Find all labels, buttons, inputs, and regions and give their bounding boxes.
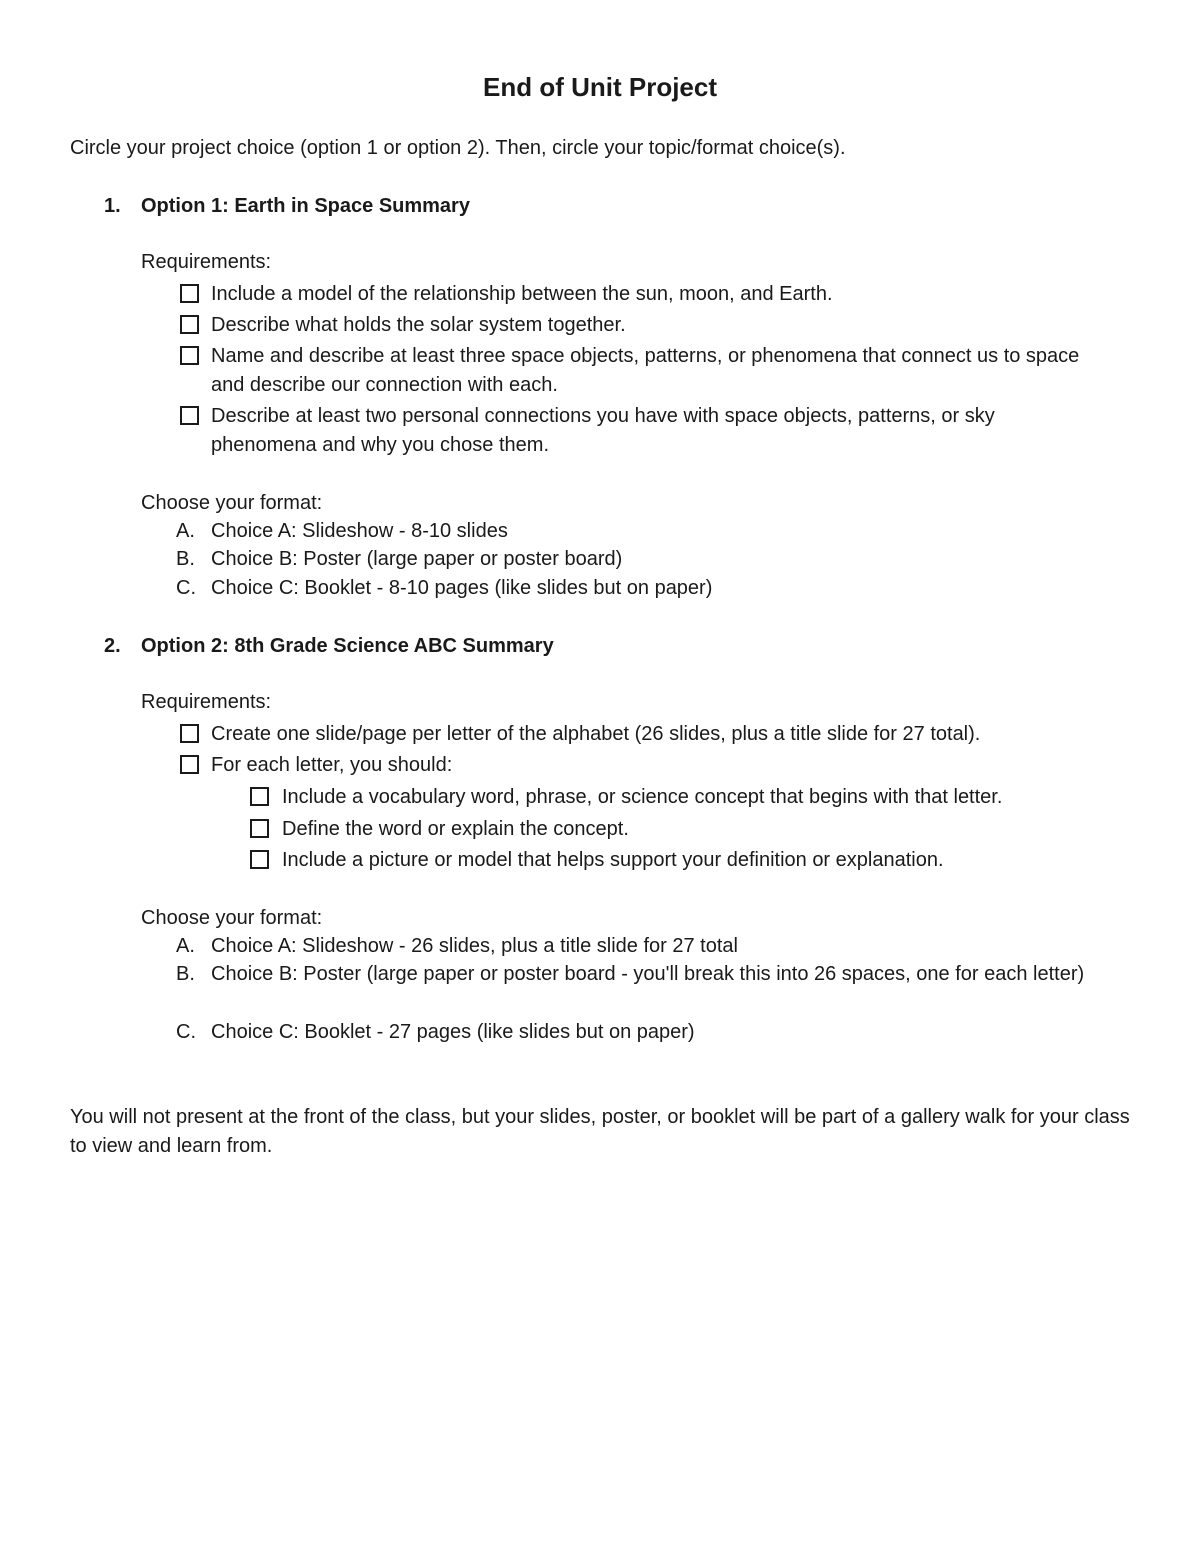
intro-text: Circle your project choice (option 1 or option 2). Then, circle your topic/format choice(s). bbox=[70, 137, 846, 159]
checkbox-icon[interactable] bbox=[180, 755, 199, 774]
format-choice: Choice B: Poster (large paper or poster board) bbox=[211, 548, 623, 570]
checkbox-icon[interactable] bbox=[180, 406, 199, 425]
option2-heading: Option 2: 8th Grade Science ABC Summary bbox=[141, 635, 554, 657]
option2-requirement: For each letter, you should: bbox=[211, 754, 453, 776]
option2-sub-requirement: Include a picture or model that helps support your definition or explanation. bbox=[282, 849, 944, 871]
format-choice: Choice A: Slideshow - 8-10 slides bbox=[211, 520, 508, 542]
checkbox-icon[interactable] bbox=[180, 284, 199, 303]
format-choice: Choice A: Slideshow - 26 slides, plus a title slide for 27 total bbox=[211, 935, 738, 957]
option2-requirements-label: Requirements: bbox=[141, 691, 272, 713]
option1-format-label: Choose your format: bbox=[141, 492, 323, 514]
format-choice: Choice C: Booklet - 27 pages (like slides but on paper) bbox=[211, 1021, 695, 1043]
checkbox-icon[interactable] bbox=[250, 787, 269, 806]
format-letter: C. bbox=[176, 577, 196, 599]
page-title: End of Unit Project bbox=[483, 72, 717, 102]
option2-sub-requirement: Include a vocabulary word, phrase, or science concept that begins with that letter. bbox=[282, 786, 1003, 808]
format-letter: A. bbox=[176, 520, 195, 542]
option1-number: 1. bbox=[104, 195, 121, 217]
checkbox-icon[interactable] bbox=[180, 346, 199, 365]
format-letter: B. bbox=[176, 963, 195, 985]
option1-requirement: Include a model of the relationship between the sun, moon, and Earth. bbox=[211, 283, 833, 305]
format-letter: A. bbox=[176, 935, 195, 957]
checkbox-icon[interactable] bbox=[180, 315, 199, 334]
format-letter: B. bbox=[176, 548, 195, 570]
format-choice: Choice C: Booklet - 8-10 pages (like slides but on paper) bbox=[211, 577, 713, 599]
checkbox-icon[interactable] bbox=[250, 819, 269, 838]
checkbox-icon[interactable] bbox=[180, 724, 199, 743]
checkbox-icon[interactable] bbox=[250, 850, 269, 869]
format-choice: Choice B: Poster (large paper or poster board - you'll break this into 26 spaces, one for each letter) bbox=[211, 963, 1085, 985]
option1-heading: Option 1: Earth in Space Summary bbox=[141, 195, 470, 217]
option1-requirement: Describe at least two personal connections you have with space objects, patterns, or sky phenomena and why you chose them. bbox=[211, 405, 995, 456]
option2-sub-requirement: Define the word or explain the concept. bbox=[282, 818, 629, 840]
format-letter: C. bbox=[176, 1021, 196, 1043]
option1-requirement: Name and describe at least three space objects, patterns, or phenomena that connect us to space and describe our connection with each. bbox=[211, 345, 1080, 396]
option1-requirements-label: Requirements: bbox=[141, 251, 272, 273]
option1-requirement: Describe what holds the solar system together. bbox=[211, 314, 626, 336]
closing-text: You will not present at the front of the class, but your slides, poster, or booklet will be part of a gallery walk for your class to view and learn from. bbox=[70, 1106, 1130, 1157]
option2-format-label: Choose your format: bbox=[141, 907, 323, 929]
option2-number: 2. bbox=[104, 635, 121, 657]
option2-requirement: Create one slide/page per letter of the alphabet (26 slides, plus a title slide for 27 total). bbox=[211, 723, 981, 745]
